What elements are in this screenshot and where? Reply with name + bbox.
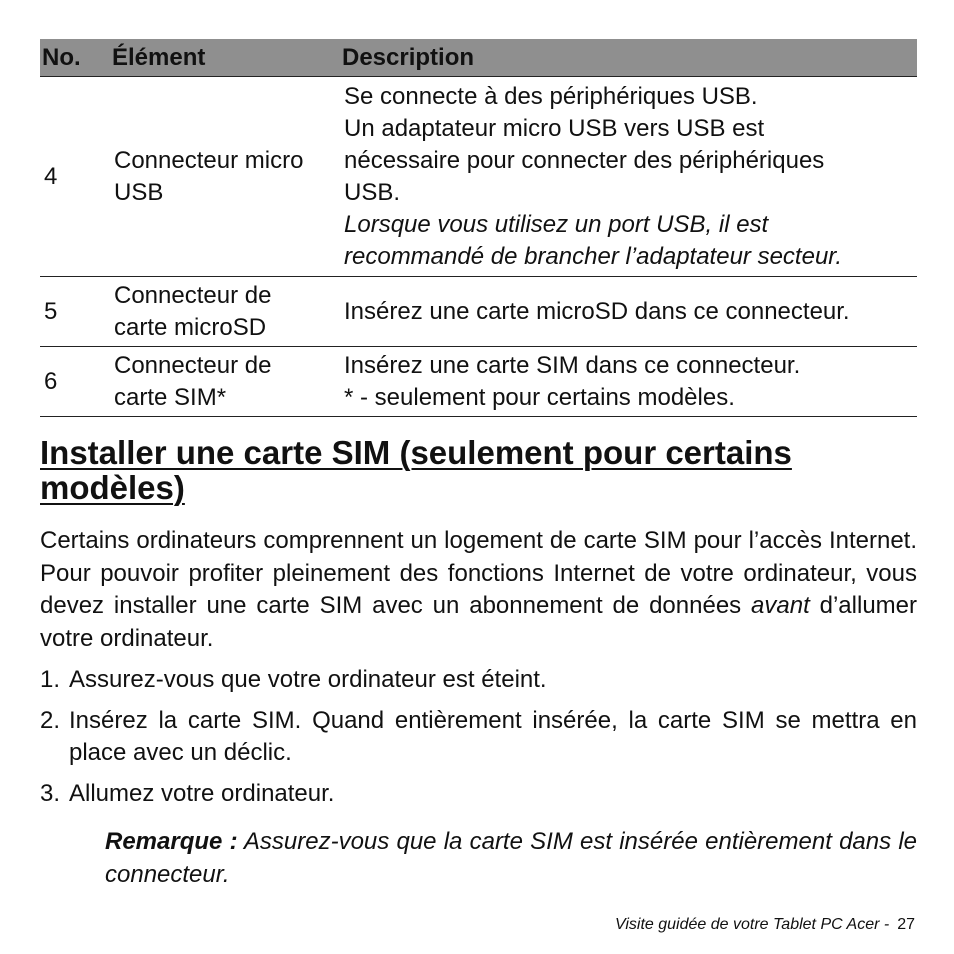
header-element: Élément — [110, 39, 340, 77]
list-item — [40, 664, 917, 697]
section-title-line1: Installer une carte SIM (seulement pour certains — [40, 434, 792, 471]
element-line: carte SIM* — [114, 383, 227, 411]
step-text: Assurez-vous que votre ordinateur est éteint. — [69, 666, 547, 693]
section-title — [40, 435, 917, 505]
note-text: Assurez-vous que la carte SIM est insérée entièrement dans le connecteur. — [105, 828, 917, 888]
row-description — [340, 347, 917, 417]
table-header-row — [40, 39, 917, 77]
table-row — [40, 277, 917, 347]
row-element — [110, 347, 340, 417]
element-line: Connecteur micro — [114, 146, 304, 174]
row-number: 6 — [40, 347, 110, 417]
page-footer — [615, 916, 915, 934]
description-line: Insérez une carte microSD dans ce connecteur. — [344, 297, 850, 325]
element-line: Connecteur de — [114, 281, 272, 309]
header-description: Description — [340, 39, 917, 77]
element-line: Connecteur de — [114, 351, 272, 379]
description-line: * - seulement pour certains modèles. — [344, 383, 735, 411]
row-description — [340, 277, 917, 347]
step-number: 2. — [40, 706, 61, 734]
page-content — [40, 39, 917, 891]
step-text: Insérez la carte SIM. Quand entièrement insérée, la carte SIM se mettra en place avec un déclic. — [69, 706, 917, 766]
note-label: Remarque : — [105, 828, 238, 855]
row-element — [110, 77, 340, 277]
components-table — [40, 39, 917, 417]
intro-paragraph — [40, 525, 917, 655]
table-row — [40, 347, 917, 417]
step-text: Allumez votre ordinateur. — [69, 779, 335, 807]
description-line: Se connecte à des périphériques USB. — [344, 82, 758, 110]
description-line: Insérez une carte SIM dans ce connecteur. — [344, 351, 801, 379]
row-element — [110, 277, 340, 347]
page-number: 27 — [897, 916, 915, 933]
row-number: 4 — [40, 77, 110, 277]
section-title-line2: modèles) — [40, 469, 185, 506]
description-line: USB. — [344, 178, 401, 206]
list-item — [40, 778, 917, 811]
step-number: 1. — [40, 666, 61, 693]
description-line: Un adaptateur micro USB vers USB est — [344, 114, 765, 142]
intro-text: Certains ordinateurs comprennent un logement de carte SIM pour l’accès Internet. Pour pouvoir profiter pleinement des fonctions Internet de votre ordinateur, vous devez installer une carte SIM avec un abonnement de données — [40, 527, 917, 619]
header-no: No. — [40, 39, 110, 77]
footer-text: Visite guidée de votre Tablet PC Acer - — [614, 916, 890, 933]
list-item — [40, 705, 917, 770]
intro-emphasis: avant — [751, 592, 810, 619]
description-note-line: Lorsque vous utilisez un port USB, il est — [344, 210, 769, 238]
table-row — [40, 77, 917, 277]
step-number: 3. — [40, 779, 61, 807]
note-box — [105, 826, 917, 891]
row-description — [340, 77, 917, 277]
description-line: nécessaire pour connecter des périphériques — [344, 146, 825, 174]
steps-list — [40, 664, 917, 810]
element-line: USB — [114, 178, 164, 206]
row-number: 5 — [40, 277, 110, 347]
element-line: carte microSD — [114, 313, 267, 341]
description-note-line: recommandé de brancher l’adaptateur secteur. — [344, 242, 843, 270]
intro-text-end: d’allumer votre ordinateur. — [40, 592, 917, 652]
